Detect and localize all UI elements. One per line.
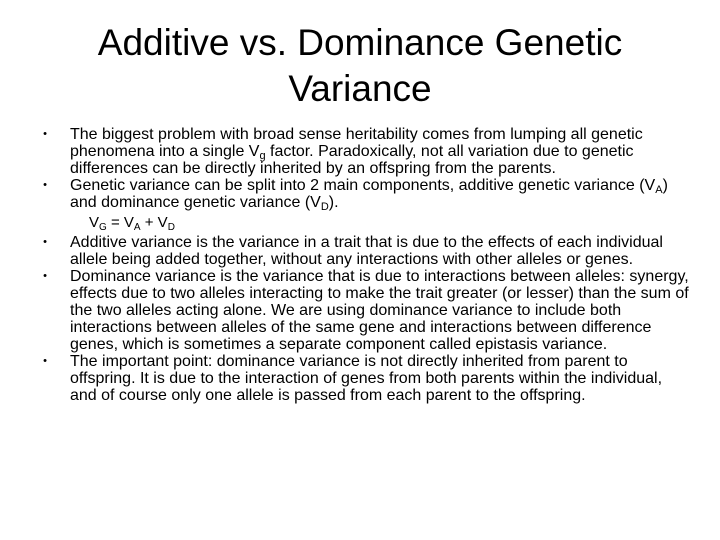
bullet-icon: • <box>43 179 47 191</box>
bullet-item <box>20 177 690 211</box>
subscript: A <box>655 184 663 196</box>
bullet-text: Dominance variance is the variance that is due to interactions between alleles: synergy, effects due to two alleles interacting to make the trait greater (or lesser) than the sum of the two alleles acting alone. We are using dominance variance to include both interactions between alleles of the same gene and interactions between difference genes, which is sometimes a separate component called epistasis variance. <box>70 268 689 353</box>
slide-title <box>40 20 680 112</box>
bullet-text <box>70 126 690 177</box>
formula-plus: + V <box>140 214 168 231</box>
bullet-item <box>20 126 690 177</box>
bullet-text <box>70 177 690 211</box>
bullet-text: The important point: dominance variance is not directly inherited from parent to offspring. It is due to the interaction of genes from both parents within the individual, and of course only one allele is passed from each parent to the offspring. <box>70 353 663 404</box>
bullet-icon: • <box>43 128 47 140</box>
bullet-item <box>20 268 690 353</box>
bullet-text-part: ) and dominance genetic variance (V <box>70 177 668 211</box>
bullet-text-part: Genetic variance can be split into 2 main components, additive genetic variance (V <box>70 177 656 194</box>
slide-title-line-1: Additive vs. Dominance Genetic <box>97 22 623 63</box>
subscript: D <box>320 201 329 213</box>
bullet-text-part: ). <box>328 194 339 211</box>
slide-title-line-2: Variance <box>288 68 432 109</box>
bullet-item <box>20 234 690 268</box>
subscript: g <box>259 150 266 162</box>
formula-equals: = V <box>106 214 134 231</box>
formula-lhs: V <box>89 214 100 231</box>
formula-term1-subscript: A <box>133 222 141 233</box>
variance-formula <box>20 211 690 234</box>
bullet-list <box>20 126 690 404</box>
formula-lhs-subscript: G <box>99 222 107 233</box>
bullet-item <box>20 353 690 404</box>
bullet-text-part: The biggest problem with broad sense heritability comes from lumping all genetic phenomena into a single V <box>70 126 643 160</box>
bullet-text-part: factor. Paradoxically, not all variation due to genetic differences can be directly inherited by an offspring from the parents. <box>70 143 634 177</box>
bullet-icon: • <box>43 355 47 367</box>
formula-term2-subscript: D <box>167 222 175 233</box>
bullet-icon: • <box>43 236 47 248</box>
bullet-text: Additive variance is the variance in a trait that is due to the effects of each individual allele being added together, without any interactions with other alleles or genes. <box>70 234 663 268</box>
bullet-icon: • <box>43 270 47 282</box>
